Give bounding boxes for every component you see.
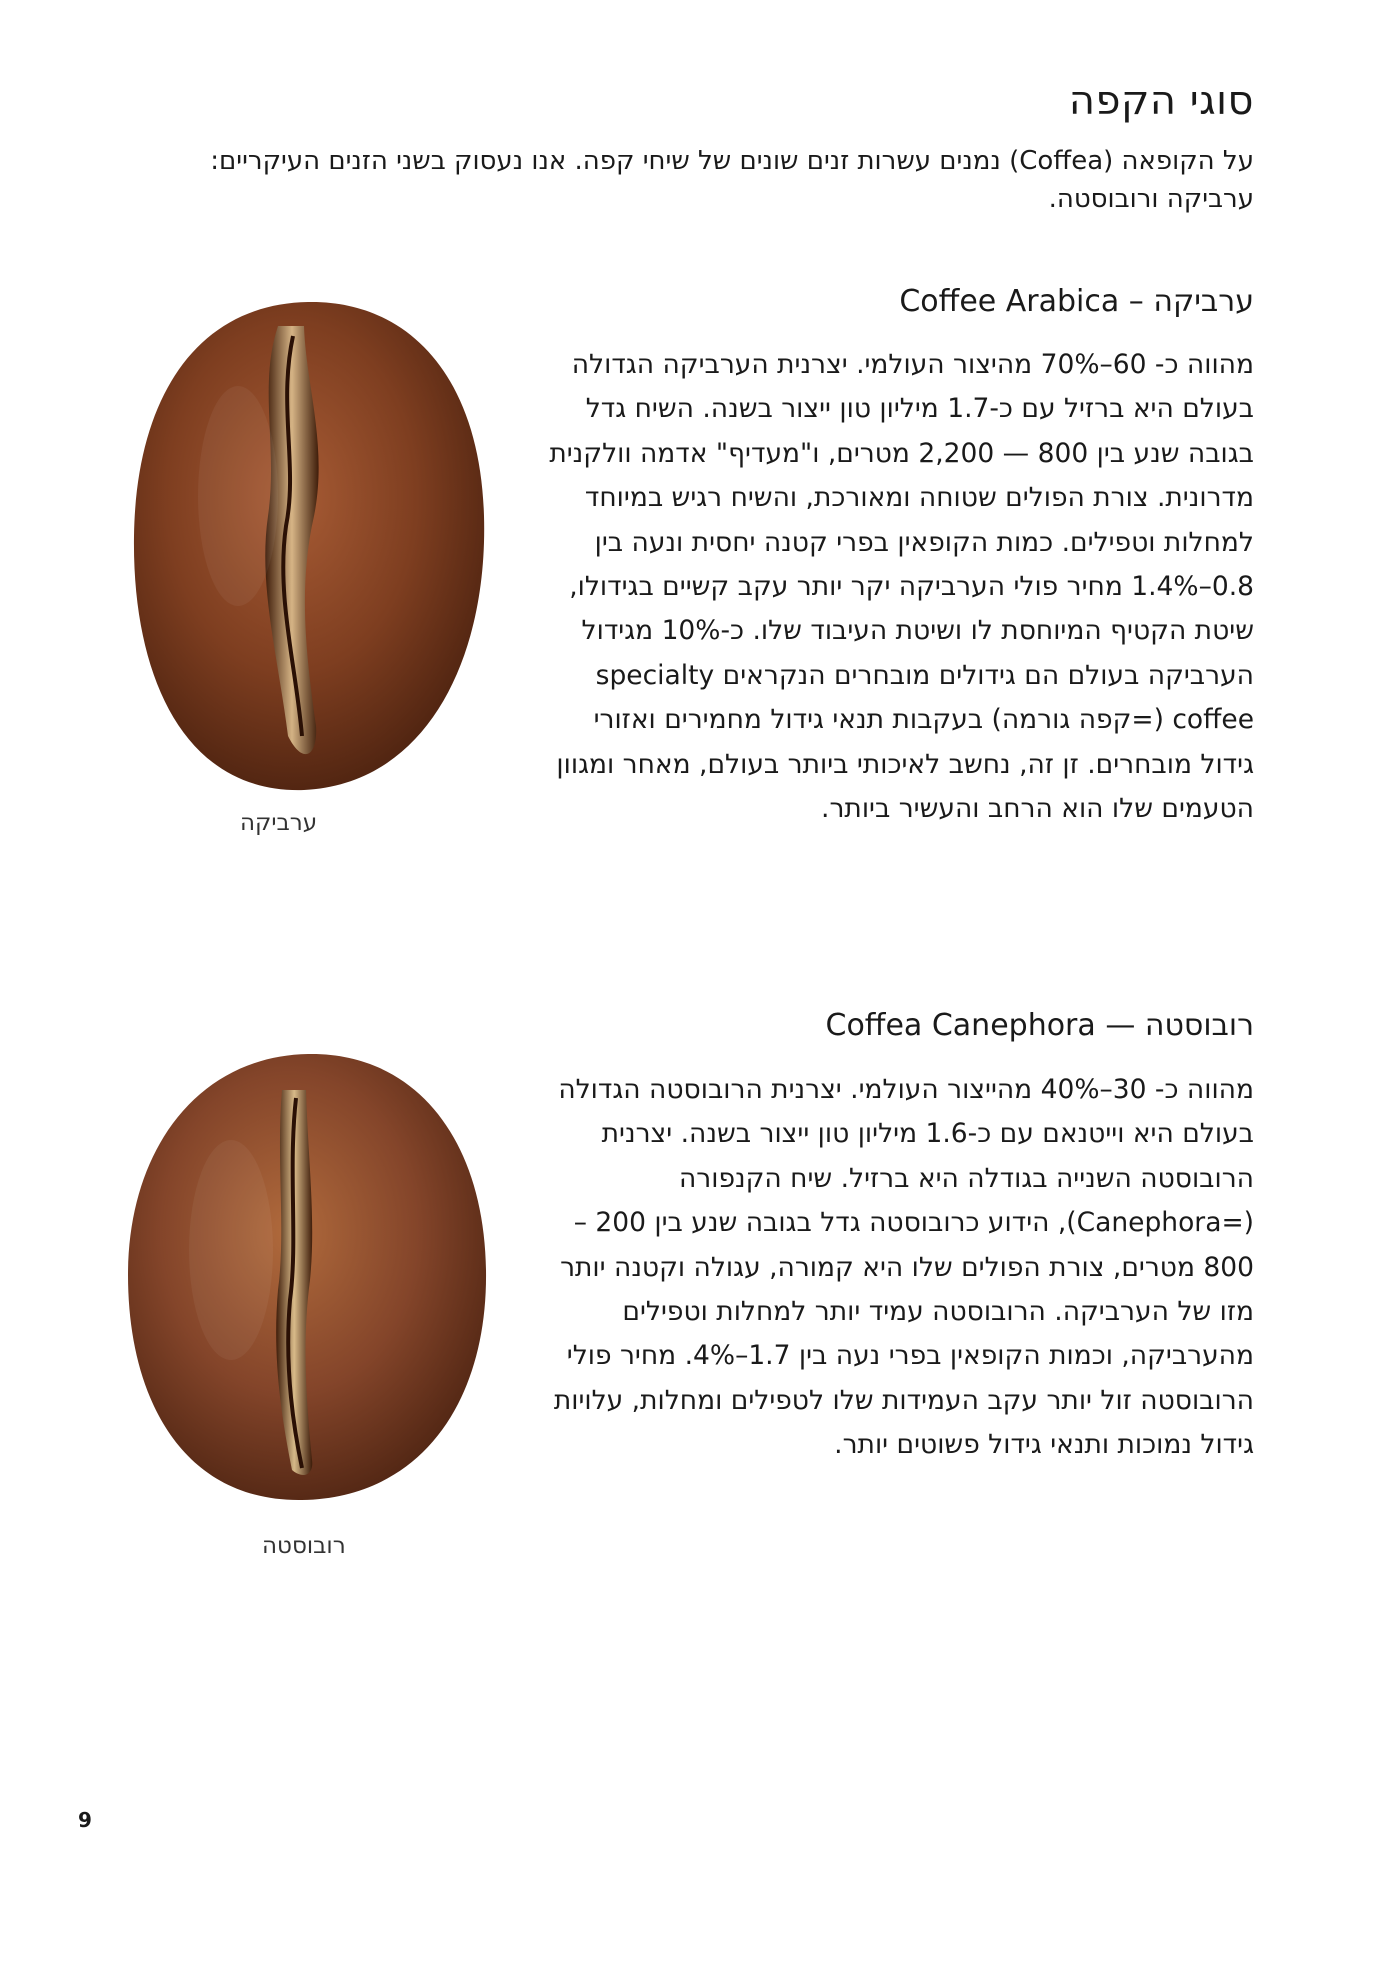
arabica-bean-illustration: [128, 296, 488, 796]
arabica-heading: ערביקה – Coffee Arabica: [899, 284, 1254, 319]
arabica-body: מהווה כ- 60–70% מהיצור העולמי. יצרנית הערביקה הגדולה בעולם היא ברזיל עם כ-1.7 מיליון טון ייצור בשנה. השיח גדל בגובה שנע בין 800 — 2,200 מטרים, ו"מעדיף" אדמה וולקנית מדרונית. צורת הפולים שטוחה ומאורכת, והשיח רגיש במיוחד למחלות וטפילים. כמות הקופאין בפרי קטנה יחסית ונעה בין 0.8–1.4% מחיר פולי הערביקה יקר יותר עקב קשיים בגידולו, שיטת הקטיף המיוחסת לו ושיטת העיבוד שלו. כ-10% מגידול הערביקה בעולם הם גידולים מובחרים הנקראים specialty coffee (=קפה גורמה) בעקבות תנאי גידול מחמירים ואזורי גידול מובחרים. זן זה, נחשב לאיכותי ביותר בעולם, מאחר ומגוון הטעמים שלו הוא הרחב והעשיר ביותר.: [549, 349, 1254, 825]
page-number: 9: [78, 1808, 92, 1832]
arabica-caption: ערביקה: [240, 810, 318, 836]
robusta-caption: רובוסטה: [262, 1533, 346, 1559]
robusta-bean-image: [126, 1050, 488, 1502]
robusta-bean-illustration: [126, 1050, 488, 1502]
intro-paragraph: על הקופאה (Coffea) נמנים עשרות זנים שונים של שיחי קפה. אנו נעסוק בשני הזנים העיקריים: ערביקה ורובוסטה.: [210, 146, 1254, 214]
arabica-bean-image: [128, 296, 488, 796]
page-title: סוגי הקפה: [1068, 78, 1254, 124]
robusta-body: מהווה כ- 30–40% מהייצור העולמי. יצרנית הרובוסטה הגדולה בעולם היא וייטנאם עם כ-1.6 מיליון טון ייצור בשנה. יצרנית הרובוסטה השנייה בגודלה היא ברזיל. שיח הקנפורה (=Canephora), הידוע כרובוסטה גדל בגובה שנע בין 200 – 800 מטרים, צורת הפולים שלו היא קמורה, עגולה וקטנה יותר מזו של הערביקה. הרובוסטה עמיד יותר למחלות וטפילים מהערביקה, וכמות הקופאין בפרי נעה בין 1.7–4%. מחיר פולי הרובוסטה זול יותר עקב העמידות שלו לטפילים ומחלות, עלויות גידול נמוכות ותנאי גידול פשוטים יותר.: [553, 1074, 1254, 1461]
robusta-heading: רובוסטה — Coffea Canephora: [825, 1008, 1254, 1043]
